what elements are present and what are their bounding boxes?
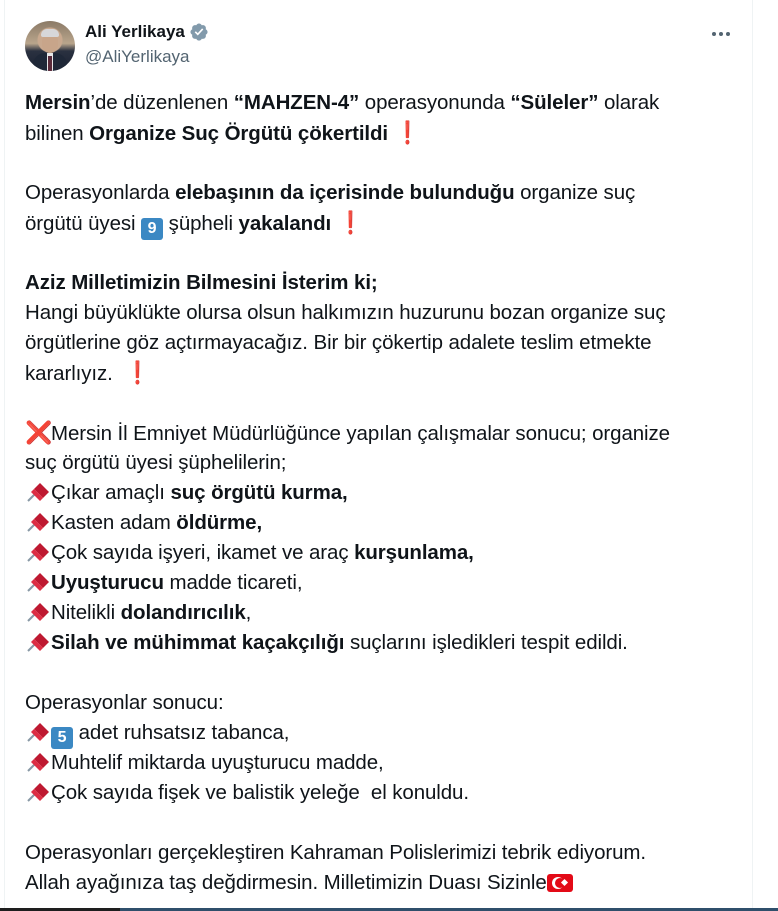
bold-text: suç örgütü kurma, xyxy=(170,481,348,504)
list-item xyxy=(25,598,740,628)
text: madde ticareti, xyxy=(163,571,303,594)
bold-text: dolandırıcılık xyxy=(120,601,246,624)
text-line xyxy=(25,268,740,298)
text: Kasten adam xyxy=(51,511,177,534)
pushpin-icon xyxy=(25,601,51,623)
text-line xyxy=(25,208,740,238)
author-name-row xyxy=(85,22,209,42)
keycap-nine-icon: 9 xyxy=(141,218,163,240)
blank-line xyxy=(25,238,740,268)
text: örgütü üyesi xyxy=(25,212,142,235)
pushpin-icon xyxy=(25,721,51,743)
bold-text: Silah ve mühimmat kaçakçılığı xyxy=(51,631,345,654)
text-line xyxy=(25,868,740,898)
exclamation-icon: ❗ xyxy=(339,210,362,235)
text: Çok sayıda işyeri, ikamet ve araç xyxy=(51,541,355,564)
avatar[interactable] xyxy=(25,21,75,71)
bold-text: Mersin xyxy=(25,91,91,114)
exclamation-icon: ❗ xyxy=(396,120,419,145)
pushpin-icon xyxy=(25,781,51,803)
blank-line xyxy=(25,808,740,838)
list-item xyxy=(25,718,740,748)
pushpin-icon xyxy=(25,511,51,533)
more-options-button[interactable] xyxy=(708,24,734,44)
text-line: Hangi büyüklükte olursa olsun halkımızın huzurunu bozan organize suç xyxy=(25,301,666,324)
text: Mersin İl Emniyet Müdürlüğünce yapılan çalışmalar sonucu; organize xyxy=(51,422,670,445)
more-dot-icon xyxy=(712,32,716,36)
pushpin-icon xyxy=(25,751,51,773)
list-item xyxy=(25,748,740,778)
bold-text: elebaşının da içerisinde bulunduğu xyxy=(175,181,515,204)
bold-text: Uyuşturucu xyxy=(51,571,164,594)
text: Çıkar amaçlı xyxy=(51,481,171,504)
more-dot-icon xyxy=(719,32,723,36)
text-line: Operasyonları gerçekleştiren Kahraman Polislerimizi tebrik ediyorum. xyxy=(25,841,646,864)
blank-line xyxy=(25,148,740,178)
text: kararlıyız. xyxy=(25,362,124,385)
cross-mark-icon: ❌ xyxy=(25,420,53,445)
list-item xyxy=(25,478,740,508)
avatar-tie xyxy=(48,56,52,71)
text-line: Operasyonlar sonucu: xyxy=(25,691,224,714)
list-item xyxy=(25,628,740,658)
bold-text: Aziz Milletimizin Bilmesini İsterim ki; xyxy=(25,271,378,294)
text: operasyonunda xyxy=(359,91,511,114)
text-line xyxy=(25,178,740,208)
bold-text: yakalandı xyxy=(238,212,332,235)
text: olarak xyxy=(598,91,660,114)
pushpin-icon xyxy=(25,571,51,593)
exclamation-icon: ❗ xyxy=(126,360,149,385)
text-line: örgütlerine göz açtırmayacağız. Bir bir çökertip adalete teslim etmekte xyxy=(25,331,652,354)
text: ’de düzenlenen xyxy=(90,91,234,114)
pushpin-icon xyxy=(25,631,51,653)
tweet-text xyxy=(25,88,740,898)
text: Nitelikli xyxy=(51,601,121,624)
text: adet ruhsatsız tabanca, xyxy=(73,721,290,744)
bold-text: öldürme, xyxy=(176,511,263,534)
pushpin-icon xyxy=(25,481,51,503)
text: , xyxy=(245,601,252,624)
text: Operasyonlarda xyxy=(25,181,176,204)
text: suçlarını işledikleri tespit edildi. xyxy=(344,631,628,654)
author-name[interactable]: Ali Yerlikaya xyxy=(85,22,185,41)
text: Çok sayıda fişek ve balistik yeleğe el konuldu. xyxy=(51,781,469,804)
blank-line xyxy=(25,388,740,418)
bold-text: “Süleler” xyxy=(510,91,599,114)
more-dot-icon xyxy=(726,32,730,36)
blank-line xyxy=(25,658,740,688)
text: organize suç xyxy=(514,181,636,204)
list-item xyxy=(25,508,740,538)
list-item xyxy=(25,778,740,808)
bold-text: kurşunlama, xyxy=(354,541,474,564)
text-line: suç örgütü üyesi şüphelilerin; xyxy=(25,451,287,474)
author-handle[interactable]: @AliYerlikaya xyxy=(85,47,190,66)
keycap-five-icon: 5 xyxy=(51,727,73,749)
bold-text: “MAHZEN-4” xyxy=(233,91,360,114)
text-line xyxy=(25,118,740,148)
text-line xyxy=(25,418,740,448)
verified-badge-icon xyxy=(189,22,209,42)
text: bilinen xyxy=(25,122,90,145)
text-line xyxy=(25,358,740,388)
text: Muhtelif miktarda uyuşturucu madde, xyxy=(51,751,384,774)
text-line xyxy=(25,88,740,118)
turkey-flag-icon xyxy=(547,874,573,892)
bold-text: Organize Suç Örgütü çökertildi xyxy=(89,122,389,145)
text: Allah ayağınıza taş değdirmesin. Milletimizin Duası Sizinle xyxy=(25,871,547,894)
list-item xyxy=(25,538,740,568)
avatar-hair xyxy=(41,29,59,37)
text: şüpheli xyxy=(163,212,239,235)
pushpin-icon xyxy=(25,541,51,563)
list-item xyxy=(25,568,740,598)
